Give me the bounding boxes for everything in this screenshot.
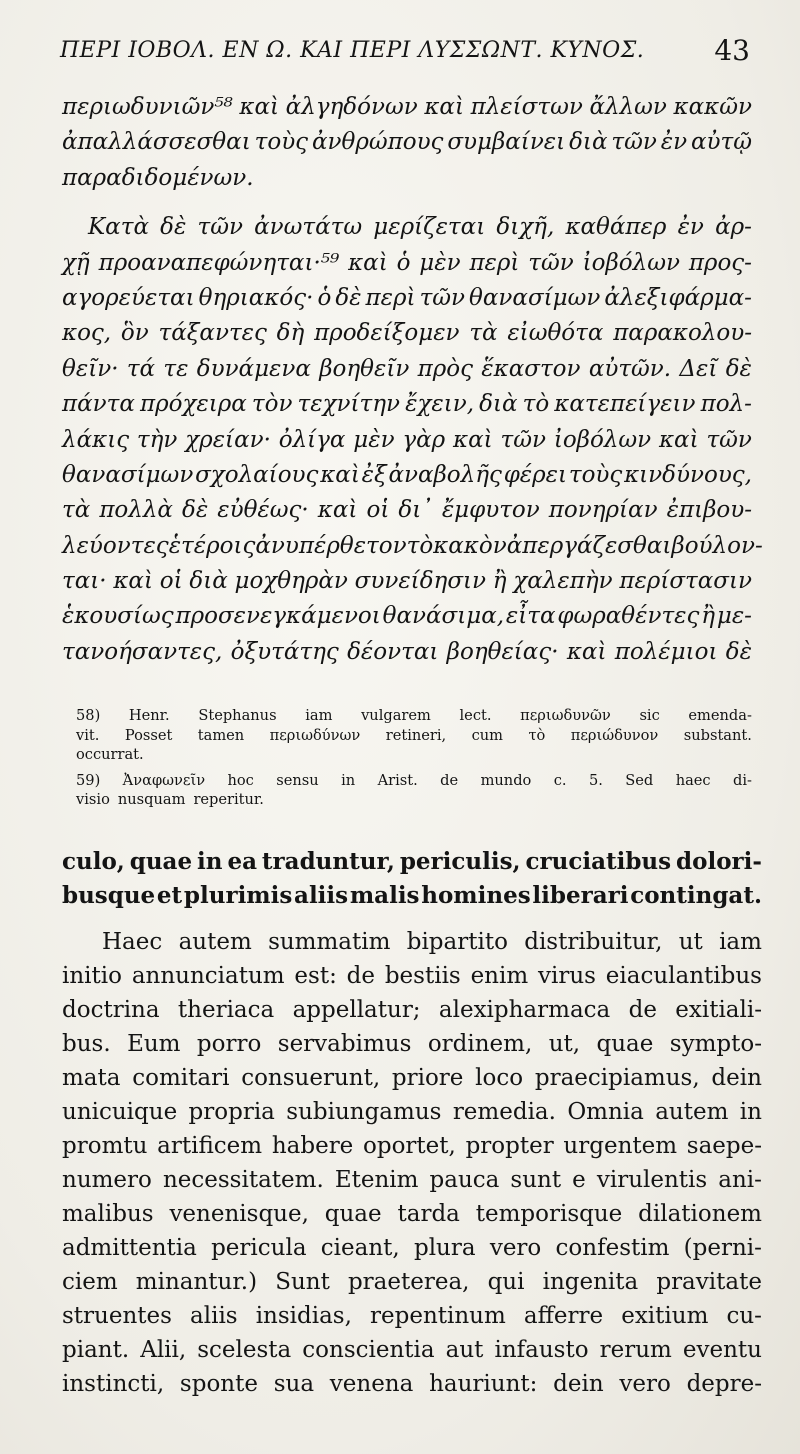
latin-line: malibus venenisque, quae tarda temporisque dilationem	[62, 1201, 762, 1227]
greek-line: περιωδυνιῶν⁵⁸ καὶ ἀλγηδόνων καὶ πλείστων ἄλλων κακῶν	[62, 94, 752, 120]
latin-line: instincti, sponte sua venena hauriunt: dein vero depre-	[62, 1371, 762, 1397]
latin-line: ciem minantur.) Sunt praeterea, qui ingenita pravitate	[62, 1269, 762, 1295]
running-title: ΠΕΡΙ ΙΟΒΟΛ. ΕΝ Ω. ΚΑΙ ΠΕΡΙ ΛΥΣΣΩΝΤ. ΚΥΝΟΣ.	[60, 38, 645, 63]
latin-line: piant. Alii, scelesta conscientia aut infausto rerum eventu	[62, 1337, 762, 1363]
running-head	[60, 34, 750, 74]
greek-line: θανασίμων σχολαίους καὶ ἐξ ἀναβολῆς φέρει τοὺς κινδύνους,	[62, 461, 752, 488]
greek-line: Κατὰ δὲ τῶν ἀνωτάτω μερίζεται διχῆ, καθάπερ ἐν ἀρ-	[88, 214, 752, 241]
greek-line: τανοήσαντες, ὀξυτάτης δέονται βοηθείας· καὶ πολέμιοι δὲ	[62, 638, 752, 665]
latin-text-block	[62, 845, 762, 1401]
greek-line: κος, ὃν τάξαντες δὴ προδείξομεν τὰ εἰωθότα παρακολου-	[62, 320, 752, 347]
latin-line: numero necessitatem. Etenim pauca sunt e virulentis ani-	[62, 1167, 762, 1193]
footnote-line: 59) Ἀναφωνεῖν hoc sensu in Arist. de mundo c. 5. Sed haec di-	[76, 771, 752, 789]
footnote-line: vit. Posset tamen περιωδύνων retineri, cum τὸ περιώδυνον substant.	[76, 726, 752, 744]
greek-line: λεύοντες ἑτέροις ἀνυπέρθετον τὸ κακὸν ἀπεργάζεσθαι βούλον-	[62, 532, 763, 559]
greek-line: θεῖν· τά τε δυνάμενα βοηθεῖν πρὸς ἕκαστον αὐτῶν. Δεῖ δὲ	[62, 355, 752, 382]
latin-line: mata comitari consuerunt, priore loco praecipiamus, dein	[62, 1065, 762, 1091]
footnote-line: 58) Henr. Stephanus iam vulgarem lect. περιωδυνῶν sic emenda-	[76, 707, 752, 724]
latin-line: doctrina theriaca appellatur; alexipharmaca de exitiali-	[62, 997, 762, 1023]
latin-line: Haec autem summatim bipartito distribuitur, ut iam	[102, 929, 762, 955]
footnotes	[76, 706, 752, 810]
greek-line: πάντα πρόχειρα τὸν τεχνίτην ἔχειν, διὰ τὸ κατεπείγειν πολ-	[62, 391, 752, 418]
greek-line: αγορεύεται θηριακός· ὁ δὲ περὶ τῶν θανασίμων ἀλεξιφάρμα-	[62, 284, 752, 311]
greek-line: τὰ πολλὰ δὲ εὐθέως· καὶ οἱ δι᾿ ἔμφυτον πονηρίαν ἐπιβου-	[62, 497, 752, 524]
greek-text-block	[62, 90, 763, 670]
footnote-line: occurrat.	[76, 746, 144, 763]
greek-line: ται· καὶ οἱ διὰ μοχθηρὰν συνείδησιν ἢ χαλεπὴν περίστασιν	[62, 568, 752, 595]
latin-line: busque et plurimis aliis malis homines liberari contingat.	[62, 882, 762, 909]
greek-line: παραδιδομένων.	[62, 164, 254, 191]
latin-line: promtu artificem habere oportet, propter urgentem saepe-	[62, 1133, 762, 1159]
latin-line: initio annunciatum est: de bestiis enim virus eiaculantibus	[62, 963, 762, 989]
latin-line: bus. Eum porro servabimus ordinem, ut, quae sympto-	[62, 1031, 762, 1057]
footnote-line: visio nusquam reperitur.	[76, 791, 264, 808]
latin-line: culo, quae in ea traduntur, periculis, cruciatibus dolori-	[62, 848, 762, 875]
latin-line: struentes aliis insidias, repentinum afferre exitium cu-	[62, 1303, 762, 1329]
greek-line: ἀπαλλάσσεσθαι τοὺς ἀνθρώπους συμβαίνει διὰ τῶν ἐν αὐτῷ	[62, 129, 752, 156]
greek-line: χῇ προαναπεφώνηται·⁵⁹ καὶ ὁ μὲν περὶ τῶν ἰοβόλων προς-	[62, 249, 752, 276]
greek-line: λάκις τὴν χρείαν· ὀλίγα μὲν γὰρ καὶ τῶν ἰοβόλων καὶ τῶν	[62, 426, 752, 453]
latin-line: unicuique propria subiungamus remedia. Omnia autem in	[62, 1099, 762, 1125]
latin-line: admittentia pericula cieant, plura vero confestim (perni-	[62, 1235, 762, 1261]
page-number: 43	[714, 34, 750, 67]
greek-line: ἑκουσίως προσενεγκάμενοι θανάσιμα, εἶτα φωραθέντες ἢ με-	[62, 603, 752, 630]
